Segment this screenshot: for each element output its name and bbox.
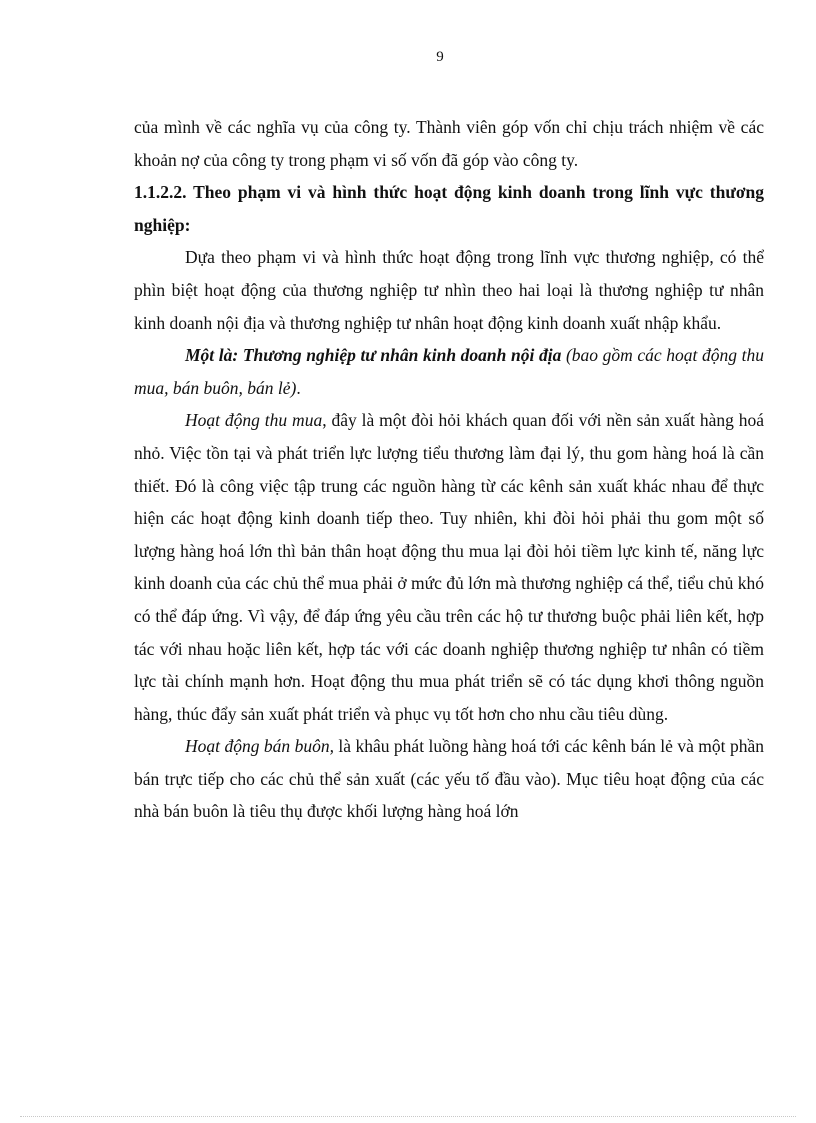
- paragraph-purchasing: [134, 404, 764, 730]
- page-bottom-divider: [20, 1116, 796, 1117]
- paragraph-text: , đây là một đòi hỏi khách quan đối với nền sản xuất hàng hoá nhỏ. Việc tồn tại và phát triển lực lượng tiểu thương làm đại lý, thu gom hàng hoá là cần thiết. Đó là công việc tập trung các nguồn hàng từ các kênh sản xuất khác nhau để thực hiện các hoạt động kinh doanh tiếp theo. Tuy nhiên, khi đòi hỏi phải thu gom một số lượng hàng hoá lớn thì bản thân hoạt động thu mua lại đòi hỏi tiềm lực kinh tế, năng lực kinh doanh của các chủ thể mua phải ở mức đủ lớn mà thương nghiệp cá thể, tiểu chủ khó có thể đáp ứng. Vì vậy, để đáp ứng yêu cầu trên các hộ tư thương buộc phải liên kết, hợp tác với nhau hoặc liên kết, hợp tác với các doanh nghiệp thương nghiệp tư nhân có tiềm lực tài chính mạnh hơn. Hoạt động thu mua phát triển sẽ có tác dụng khơi thông nguồn hàng, thúc đẩy sản xuất phát triển và phục vụ tốt hơn cho nhu cầu tiêu dùng.: [134, 410, 765, 724]
- document-body: [134, 111, 764, 828]
- paragraph-intro: Dựa theo phạm vi và hình thức hoạt động trong lĩnh vực thương nghiệp, có thể phìn biệt hoạt động của thương nghiệp tư nhìn theo hai loại là thương nghiệp tư nhân kinh doanh nội địa và thương nghiệp tư nhân hoạt động kinh doanh xuất nhập khẩu.: [134, 247, 764, 333]
- paragraph-wholesale: [134, 730, 764, 828]
- term-purchasing: Hoạt động thu mua: [185, 410, 323, 431]
- term-wholesale: Hoạt động bán buôn,: [185, 736, 334, 757]
- emphasis-heading: Một là: Thương nghiệp tư nhân kinh doanh nội địa: [185, 345, 562, 366]
- section-heading: 1.1.2.2. Theo phạm vi và hình thức hoạt động kinh doanh trong lĩnh vực thương nghiệp:: [134, 182, 764, 235]
- parenthetical-note: (bao gồm các hoạt động thu mua, bán buôn, bán lẻ): [134, 345, 764, 398]
- paragraph-continuation: của mình về các nghĩa vụ của công ty. Thành viên góp vốn chỉ chịu trách nhiệm về các khoản nợ của công ty trong phạm vi số vốn đã góp vào công ty.: [134, 117, 764, 170]
- paragraph-text: là khâu phát luồng hàng hoá tới các kênh bán lẻ và một phần bán trực tiếp cho các chủ thể sản xuất (các yếu tố đầu vào). Mục tiêu hoạt động của các nhà bán buôn là tiêu thụ được khối lượng hàng hoá lớn: [134, 736, 764, 822]
- sentence-end: .: [296, 377, 301, 398]
- page-number: 9: [436, 49, 444, 65]
- paragraph-domestic-trade: [134, 339, 764, 404]
